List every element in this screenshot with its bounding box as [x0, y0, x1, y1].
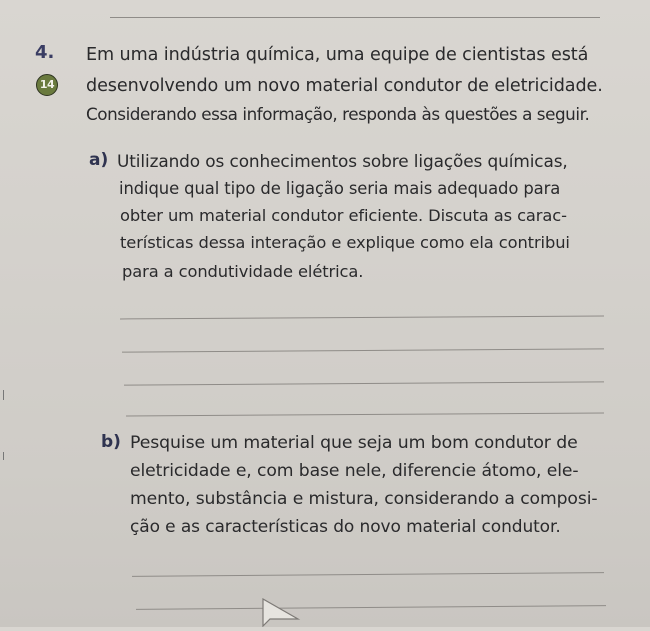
answer-line-b-2: [136, 605, 606, 610]
item-b-line-2: eletricidade e, com base nele, diferencie átomo, ele-: [130, 461, 579, 481]
intro-line-1: Em uma indústria química, uma equipe de cientistas está: [86, 45, 589, 65]
answer-line-a-2: [122, 348, 604, 352]
answer-line-b-1: [132, 572, 604, 577]
item-a-line-3: obter um material condutor eficiente. Discuta as carac-: [120, 206, 567, 225]
answer-line-a-4: [126, 413, 604, 417]
question-number: 4.: [35, 42, 55, 63]
item-a-label: a): [89, 150, 109, 170]
item-b-line-4: ção e as características do novo material condutor.: [130, 517, 561, 537]
item-b-label: b): [101, 432, 121, 452]
answer-line-a-3: [124, 381, 604, 385]
item-a-line-5: para a condutividade elétrica.: [122, 262, 364, 281]
arrow-cursor-icon: [262, 598, 302, 631]
item-b-line-3: mento, substância e mistura, considerando a composi-: [130, 489, 598, 509]
item-a-line-2: indique qual tipo de ligação seria mais adequado para: [119, 179, 561, 198]
item-a-line-4: terísticas dessa interação e explique como ela contribui: [120, 233, 570, 252]
answer-line-a-1: [120, 316, 604, 320]
intro-line-2: desenvolvendo um novo material condutor de eletricidade.: [86, 76, 603, 96]
question-number-badge: 14: [36, 74, 58, 96]
top-rule: [110, 17, 600, 18]
intro-line-3: Considerando essa informação, responda às questões a seguir.: [86, 104, 590, 124]
margin-tick-mark: [3, 452, 4, 460]
item-b-line-1: Pesquise um material que seja um bom condutor de: [130, 433, 578, 453]
item-a-line-1: Utilizando os conhecimentos sobre ligações químicas,: [117, 151, 568, 171]
margin-tick-mark: [3, 390, 4, 400]
